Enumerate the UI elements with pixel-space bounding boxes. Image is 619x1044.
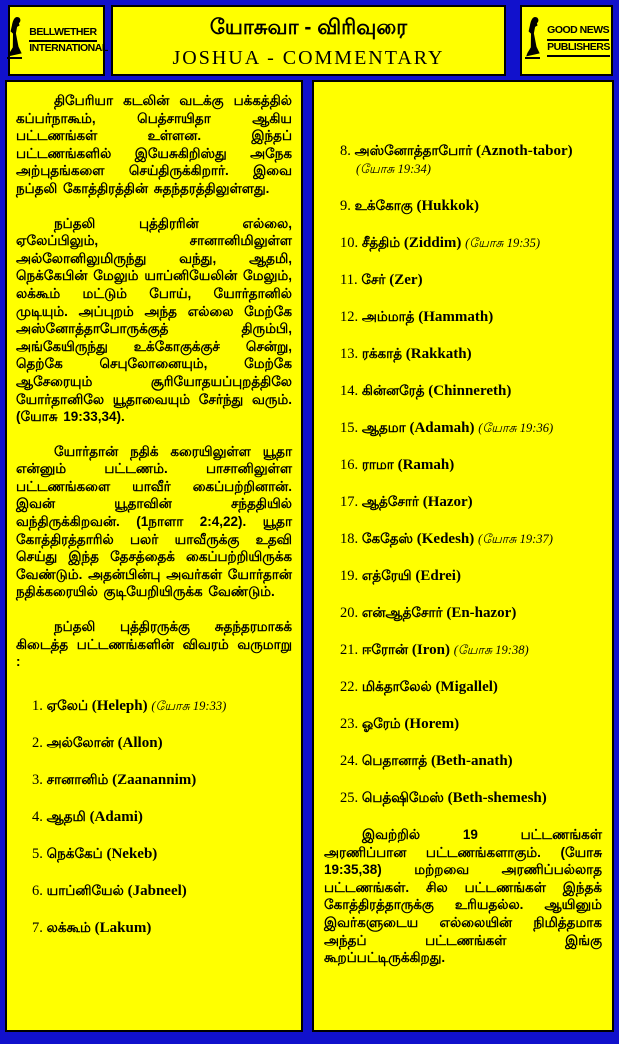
good-news-line1: GOOD NEWS	[547, 24, 609, 40]
city-name-tamil: சானானிம்	[46, 771, 109, 787]
city-name-tamil: லக்கூம்	[46, 919, 91, 935]
city-number: 9.	[340, 198, 351, 214]
city-name-tamil: கேதேஸ்	[361, 531, 413, 546]
city-name-tamil: ஆதமி	[46, 808, 86, 824]
closing-paragraph: இவற்றில் 19 பட்டணங்கள் அரணிப்பான பட்டணங்களாகும். (யோசு 19:35,38) மற்றவை அரணிப்பல்லாத பட்டணங்கள். சில பட்டணங்கள் இந்தக் கோத்திரத்தாருக்கு உரியதல்ல. ஆயினும் இவர்களுடைய எல்லையின் நிமித்தமாக அந்தப் பட்டணங்கள் இங்கு கூறப்பட்டிருக்கிறது.	[324, 827, 602, 966]
city-number: 10.	[340, 235, 359, 251]
good-news-figure-icon	[523, 16, 543, 65]
city-number: 8.	[340, 143, 351, 159]
city-item	[340, 715, 602, 733]
city-item	[340, 789, 602, 807]
good-news-logo-text	[547, 24, 610, 56]
bellwether-figure-icon	[5, 16, 25, 65]
city-number: 19.	[340, 568, 359, 584]
city-name-tamil: யாப்னியேல்	[46, 882, 124, 898]
scripture-reference: (யோசு 19:34)	[356, 162, 431, 176]
city-name-tamil: பெதானாத்	[361, 753, 428, 768]
good-news-logo-box	[520, 5, 613, 76]
city-number: 21.	[340, 642, 359, 658]
city-name-tamil: ஆத்சோர்	[361, 494, 419, 509]
city-item	[340, 419, 602, 437]
city-name-tamil: அம்மாத்	[361, 309, 415, 324]
city-number: 23.	[340, 716, 359, 732]
city-item	[340, 234, 602, 252]
paragraph: யோர்தான் நதிக் கரையிலுள்ள யூதா என்னும் பட்டணம். பாசானிலுள்ள பட்டணங்களை யாவீர் கைப்பற்றினான். இவன் யூதாவின் சந்ததியில் வந்திருக்கிறவன். (1நாளா 2:4,22). யூதா கோத்திரத்தாரில் பலர் யாவீருக்கு உதவி செய்து இந்த தேசத்தைக் கைப்பற்றியிருக்க வேண்டும். அதன்பின்பு அவர்கள் யோர்தான் நதிக்கரையில் குடியேறியிருக்க வேண்டும்.	[16, 443, 292, 600]
city-number: 15.	[340, 420, 359, 436]
city-name-tamil: ராமா	[361, 457, 394, 472]
city-item	[32, 734, 292, 752]
city-name-tamil: ஏலேப்	[46, 697, 88, 713]
city-list-1-7	[16, 697, 292, 937]
good-news-line2: PUBLISHERS	[547, 41, 610, 57]
city-name-english: (Hazor)	[422, 494, 473, 510]
city-name-tamil: உக்கோகு	[354, 198, 413, 213]
city-item	[340, 678, 602, 696]
city-item	[340, 345, 602, 363]
page-title-tamil: யோசுவா - விரிவுரை	[209, 16, 408, 39]
scripture-reference: (யோசு 19:37)	[478, 532, 553, 546]
city-name-english: (Kedesh)	[416, 531, 475, 547]
city-number: 5.	[32, 845, 43, 862]
city-number: 14.	[340, 383, 359, 399]
city-item	[32, 919, 292, 937]
city-item	[32, 845, 292, 863]
bellwether-logo-text	[29, 26, 107, 55]
bellwether-logo-box	[8, 5, 108, 76]
city-number: 24.	[340, 753, 359, 769]
city-number: 1.	[32, 697, 43, 714]
city-item	[32, 808, 292, 826]
city-number: 3.	[32, 771, 43, 788]
city-name-english: (Zer)	[389, 272, 423, 288]
city-name-tamil: ஈரோன்	[361, 642, 409, 657]
city-number: 16.	[340, 457, 359, 473]
city-name-english: (Edrei)	[415, 568, 461, 584]
page-title-english: JOSHUA - COMMENTARY	[172, 47, 445, 69]
city-name-tamil: ஆதமா	[361, 420, 406, 435]
scripture-reference: (யோசு 19:33)	[151, 698, 227, 713]
city-item	[340, 530, 602, 548]
city-name-english: (Hammath)	[418, 309, 494, 325]
city-name-english: (Chinnereth)	[428, 383, 512, 399]
city-name-english: (Adamah)	[409, 420, 475, 436]
paragraph: திபேரியா கடலின் வடக்கு பக்கத்தில் கப்பர்நாகூம், பெத்சாயிதா ஆகிய பட்டணங்கள் உள்ளன. இந்தப் பட்டணங்களில் இயேசுகிறிஸ்து அநேக அற்புதங்களை செய்திருக்கிறார். இவை நப்தலி கோத்திரத்தின் சுதந்தரத்திலுள்ளது.	[16, 93, 292, 196]
city-number: 2.	[32, 734, 43, 751]
city-item	[340, 493, 602, 511]
city-name-tamil: என்ஆத்சோர்	[361, 605, 443, 620]
city-name-tamil: நெக்கேப்	[46, 845, 103, 861]
city-item	[340, 456, 602, 474]
city-name-tamil: மிக்தாலேல்	[361, 679, 432, 694]
bellwether-line1: BELLWETHER	[29, 26, 96, 42]
city-number: 18.	[340, 531, 359, 547]
city-number: 7.	[32, 919, 43, 936]
city-number: 22.	[340, 679, 359, 695]
city-item	[340, 308, 602, 326]
city-name-english: (Heleph)	[91, 697, 148, 714]
city-name-tamil: பெத்ஷிமேஸ்	[361, 790, 444, 805]
city-number: 13.	[340, 346, 359, 362]
city-name-english: (Beth-shemesh)	[447, 790, 547, 806]
city-name-tamil: ரக்காத்	[361, 346, 402, 361]
city-name-tamil: எத்ரேயி	[361, 568, 412, 583]
title-box	[111, 5, 506, 76]
city-item	[32, 882, 292, 900]
city-item	[340, 142, 602, 178]
city-item	[340, 567, 602, 585]
city-item	[340, 197, 602, 215]
scripture-reference: (யோசு 19:38)	[453, 643, 529, 657]
city-list-8-25	[324, 142, 602, 807]
city-name-tamil: கின்னரேத்	[361, 383, 425, 398]
scripture-reference: (யோசு 19:36)	[478, 421, 554, 435]
city-name-english: (En-hazor)	[446, 605, 517, 621]
city-item	[340, 382, 602, 400]
city-item	[340, 752, 602, 770]
left-column	[5, 80, 303, 1032]
city-name-tamil: சீத்திம்	[361, 235, 401, 250]
city-item	[32, 697, 292, 715]
city-item	[340, 641, 602, 659]
city-name-english: (Aznoth-tabor)	[476, 143, 573, 159]
city-number: 17.	[340, 494, 359, 510]
paragraph: நப்தலி புத்திரரின் எல்லை, ஏலேப்பிலும், சானானிமிலுள்ள அல்லோனிலுமிருந்து வந்து, ஆதமி, நெக்கேபின் மேலும் யாப்னியேலின் மேலும், லக்கூம் மட்டும் போய், யோர்தானில் முடியும். அப்புறம் அந்த எல்லை மேற்கே அஸ்னோத்தாபோருக்குத் திரும்பி, அங்கேயிருந்து உக்கோகுக்குச் சென்று, தெற்கே செபுலோனையும், மேற்கே ஆசேரையும் சூரியோதயப்புறத்திலே யோர்தானிலே யூதாவையும் சேர்ந்து வரும். (யோசு 19:33,34).	[16, 215, 292, 425]
city-number: 4.	[32, 808, 43, 825]
city-name-tamil: ஓரேம்	[361, 716, 401, 731]
city-name-english: (Allon)	[117, 734, 163, 751]
city-name-english: (Beth-anath)	[431, 753, 513, 769]
city-name-tamil: சேர்	[361, 272, 386, 287]
city-name-english: (Ziddim)	[403, 235, 462, 251]
bellwether-line2: INTERNATIONAL	[29, 42, 108, 54]
right-column	[312, 80, 614, 1032]
city-number: 25.	[340, 790, 359, 806]
city-name-tamil: அல்லோன்	[46, 734, 114, 750]
city-name-tamil: அஸ்னோத்தாபோர்	[354, 143, 473, 158]
city-item	[340, 604, 602, 622]
city-name-english: (Hukkok)	[416, 198, 480, 214]
city-name-english: (Adami)	[89, 808, 143, 825]
city-number: 6.	[32, 882, 43, 899]
city-name-english: (Horem)	[404, 716, 460, 732]
city-name-english: (Iron)	[411, 642, 450, 658]
city-name-english: (Ramah)	[397, 457, 455, 473]
city-number: 20.	[340, 605, 359, 621]
left-paragraphs	[16, 92, 292, 671]
city-number: 11.	[340, 272, 358, 288]
city-name-english: (Lakum)	[94, 919, 152, 936]
city-name-english: (Jabneel)	[127, 882, 187, 899]
city-name-english: (Migallel)	[435, 679, 498, 695]
city-item	[340, 271, 602, 289]
city-name-english: (Nekeb)	[106, 845, 158, 862]
city-item	[32, 771, 292, 789]
city-name-english: (Rakkath)	[405, 346, 472, 362]
city-number: 12.	[340, 309, 359, 325]
scripture-reference: (யோசு 19:35)	[465, 236, 541, 250]
city-name-english: (Zaanannim)	[112, 771, 197, 788]
paragraph: நப்தலி புத்திரருக்கு சுதந்தரமாகக் கிடைத்த பட்டணங்களின் விவரம் வருமாறு :	[16, 619, 292, 670]
